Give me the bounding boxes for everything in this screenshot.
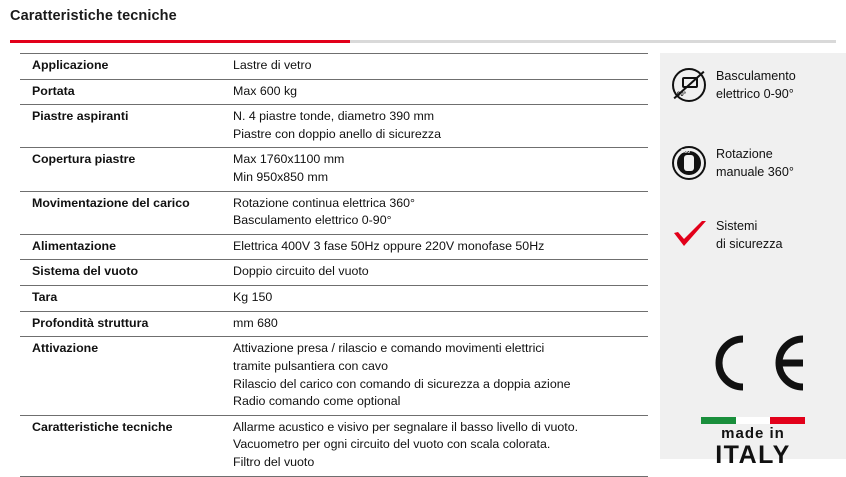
spec-label: Applicazione xyxy=(20,54,225,80)
rotation-icon-label: 360° xyxy=(681,149,693,156)
feature-rotazione-text xyxy=(716,145,794,182)
table-row xyxy=(20,311,648,337)
feature-basculamento-line1: Basculamento xyxy=(716,69,796,83)
spec-value xyxy=(225,337,648,415)
feature-basculamento xyxy=(672,67,796,104)
spec-label: Piastre aspiranti xyxy=(20,105,225,148)
spec-label: Attivazione xyxy=(20,337,225,415)
spec-value xyxy=(225,79,648,105)
spec-value xyxy=(225,54,648,80)
spec-value-line: Doppio circuito del vuoto xyxy=(233,264,369,279)
made-in-italy-line1: made in xyxy=(721,425,785,442)
spec-value-line: Min 950x850 mm xyxy=(233,170,329,185)
table-row xyxy=(20,337,648,415)
table-row xyxy=(20,148,648,191)
spec-label: Caratteristiche tecniche xyxy=(20,415,225,476)
ce-mark-icon xyxy=(699,335,807,391)
table-row xyxy=(20,260,648,286)
feature-basculamento-line2: elettrico 0-90° xyxy=(716,87,794,102)
spec-value-line: Kg 150 xyxy=(233,290,273,305)
spec-value xyxy=(225,234,648,260)
spec-value xyxy=(225,286,648,312)
spec-label: Alimentazione xyxy=(20,234,225,260)
spec-value-line: mm 680 xyxy=(233,315,278,330)
page-title: Caratteristiche tecniche xyxy=(10,8,177,24)
feature-sicurezza-text xyxy=(716,217,783,254)
made-in-italy-logo xyxy=(695,417,811,468)
spec-value xyxy=(225,191,648,234)
spec-value-line: Attivazione presa / rilascio e comando movimenti elettrici xyxy=(233,341,545,356)
spec-value-line: Elettrica 400V 3 fase 50Hz oppure 220V monofase 50Hz xyxy=(233,238,545,253)
spec-value xyxy=(225,148,648,191)
spec-value-line: Radio comando come optional xyxy=(233,394,401,409)
specs-table-container xyxy=(20,53,648,477)
table-row xyxy=(20,105,648,148)
checkmark-icon xyxy=(672,218,706,252)
feature-rotazione-line1: Rotazione xyxy=(716,147,773,161)
feature-sicurezza-line2: di sicurezza xyxy=(716,237,783,252)
made-in-italy-line2: ITALY xyxy=(715,440,791,469)
spec-label: Movimentazione del carico xyxy=(20,191,225,234)
spec-value xyxy=(225,260,648,286)
spec-value xyxy=(225,105,648,148)
spec-value-line: Max 600 kg xyxy=(233,83,298,98)
spec-value-line: Lastre di vetro xyxy=(233,58,312,72)
spec-value-line: Allarme acustico e visivo per segnalare il basso livello di vuoto. xyxy=(233,419,579,434)
spec-value-line: Rotazione continua elettrica 360° xyxy=(233,195,415,210)
table-row xyxy=(20,286,648,312)
table-row xyxy=(20,191,648,234)
tilt-icon-bar xyxy=(682,77,698,88)
feature-rotazione-line2: manuale 360° xyxy=(716,165,794,180)
spec-value xyxy=(225,415,648,476)
tilt-icon xyxy=(672,68,706,102)
spec-value-line: Vacuometro per ogni circuito del vuoto con scala colorata. xyxy=(233,437,551,452)
spec-value-line: Piastre con doppio anello di sicurezza xyxy=(233,126,442,141)
spec-value-line: Filtro del vuoto xyxy=(233,454,315,469)
side-panel xyxy=(660,53,846,469)
spec-value-line: tramite pulsantiera con cavo xyxy=(233,358,388,373)
spec-value-line: Max 1760x1100 mm xyxy=(233,152,345,167)
table-row xyxy=(20,234,648,260)
spec-label: Sistema del vuoto xyxy=(20,260,225,286)
feature-basculamento-text xyxy=(716,67,796,104)
spec-value xyxy=(225,311,648,337)
feature-sicurezza xyxy=(672,217,783,254)
title-rule-accent xyxy=(10,40,350,43)
feature-rotazione xyxy=(672,145,794,182)
table-row xyxy=(20,79,648,105)
rotation-icon xyxy=(672,146,706,180)
italian-flag-icon xyxy=(701,417,805,424)
spec-value-line: N. 4 piastre tonde, diametro 390 mm xyxy=(233,109,435,124)
spec-label: Portata xyxy=(20,79,225,105)
specs-table xyxy=(20,53,648,477)
spec-label: Copertura piastre xyxy=(20,148,225,191)
table-row xyxy=(20,415,648,476)
table-row xyxy=(20,54,648,80)
spec-label: Profondità struttura xyxy=(20,311,225,337)
spec-value-line: Basculamento elettrico 0-90° xyxy=(233,213,392,228)
spec-label: Tara xyxy=(20,286,225,312)
spec-value-line: Rilascio del carico con comando di sicurezza a doppia azione xyxy=(233,376,571,391)
tilt-icon-label: 90° xyxy=(677,92,687,99)
feature-sicurezza-line1: Sistemi xyxy=(716,219,758,233)
